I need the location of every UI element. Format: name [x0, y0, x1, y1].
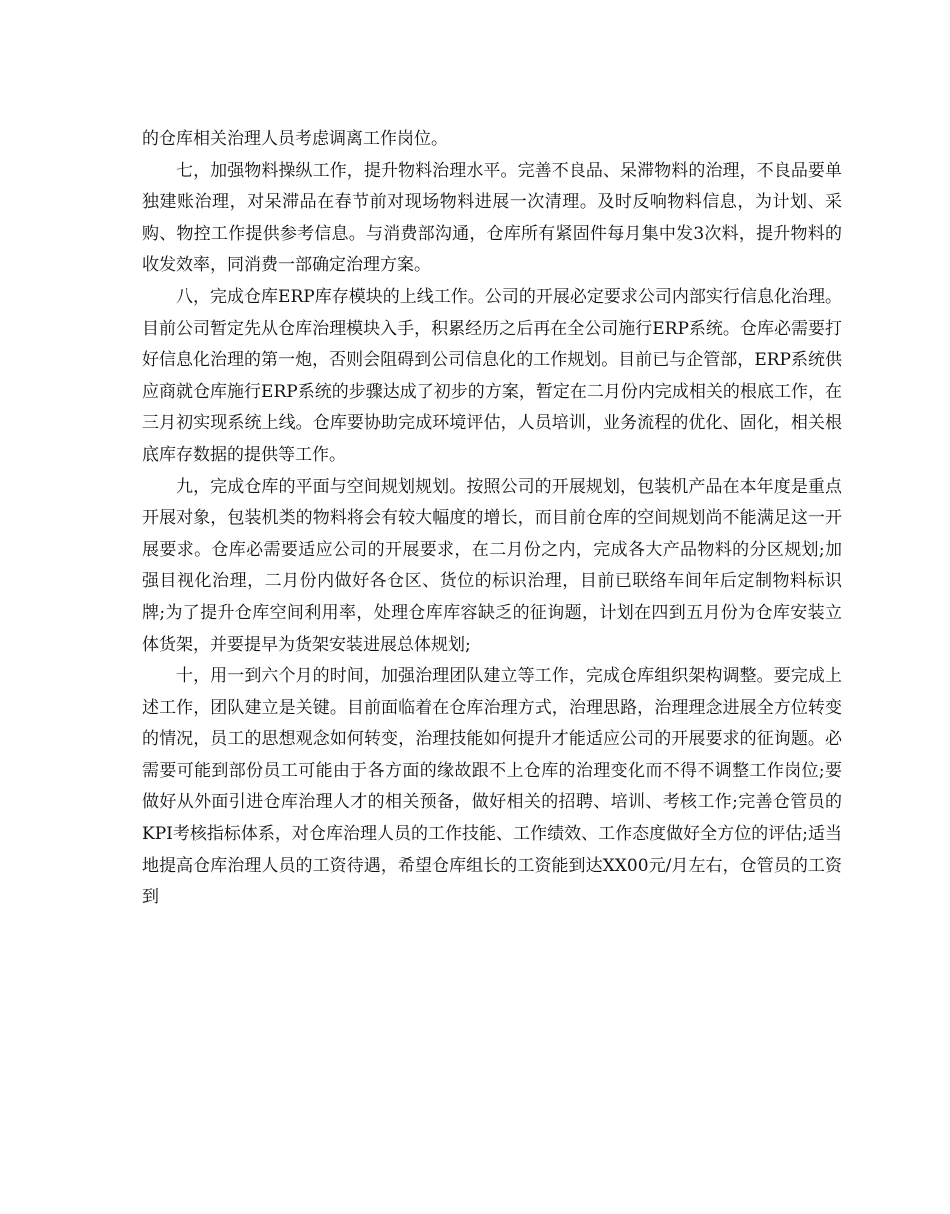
paragraph-item-eight: 八，完成仓库ERP库存模块的上线工作。公司的开展必定要求公司内部实行信息化治理。目前公司暂定先从仓库治理模块入手，积累经历之后再在全公司施行ERP系统。仓库必需要打好信息化治理的第一炮，否则会阻碍到公司信息化的工作规划。目前已与企管部，ERP系统供应商就仓库施行ERP系统的步骤达成了初步的方案，暂定在二月份内完成相关的根底工作，在三月初实现系统上线。仓库要协助完成环境评估，人员培训，业务流程的优化、固化，相关根底库存数据的提供等工作。 — [142, 286, 842, 465]
paragraph-item-nine: 九，完成仓库的平面与空间规划规划。按照公司的开展规划，包装机产品在本年度是重点开展对象，包装机类的物料将会有较大幅度的增长，而目前仓库的空间规划尚不能满足这一开展要求。仓库必需要适应公司的开展要求，在二月份之内，完成各大产品物料的分区规划;加强目视化治理，二月份内做好各仓区、货位的标识治理，目前已联络车间年后定制物料标识牌;为了提升仓库空间利用率，处理仓库库容缺乏的征询题，计划在四到五月份为仓库安装立体货架，并要提早为货架安装进展总体规划; — [142, 476, 842, 655]
paragraph-item-ten: 十，用一到六个月的时间，加强治理团队建立等工作，完成仓库组织架构调整。要完成上述工作，团队建立是关键。目前面临着在仓库治理方式，治理思路，治理理念进展全方位转变的情况，员工的思想观念如何转变，治理技能如何提升才能适应公司的开展要求的征询题。必需要可能到部份员工可能由于各方面的缘故跟不上仓库的治理变化而不得不调整工作岗位;要做好从外面引进仓库治理人才的相关预备，做好相关的招聘、培训、考核工作;完善仓管员的KPI考核指标体系，对仓库治理人员的工作技能、工作绩效、工作态度做好全方位的评估;适当地提高仓库治理人员的工资待遇，希望仓库组长的工资能到达XX00元/月左右，仓管员的工资到 — [142, 666, 842, 908]
paragraph-item-seven: 七，加强物料操纵工作，提升物料治理水平。完善不良品、呆滞物料的治理，不良品要单独建账治理，对呆滞品在春节前对现场物料进展一次清理。及时反响物料信息，为计划、采购、物控工作提供参考信息。与消费部沟通，仓库所有紧固件每月集中发3次料，提升物料的收发效率，同消费一部确定治理方案。 — [142, 160, 842, 276]
paragraph-continuation: 的仓库相关治理人员考虑调离工作岗位。 — [142, 129, 448, 149]
document-body — [142, 124, 842, 914]
